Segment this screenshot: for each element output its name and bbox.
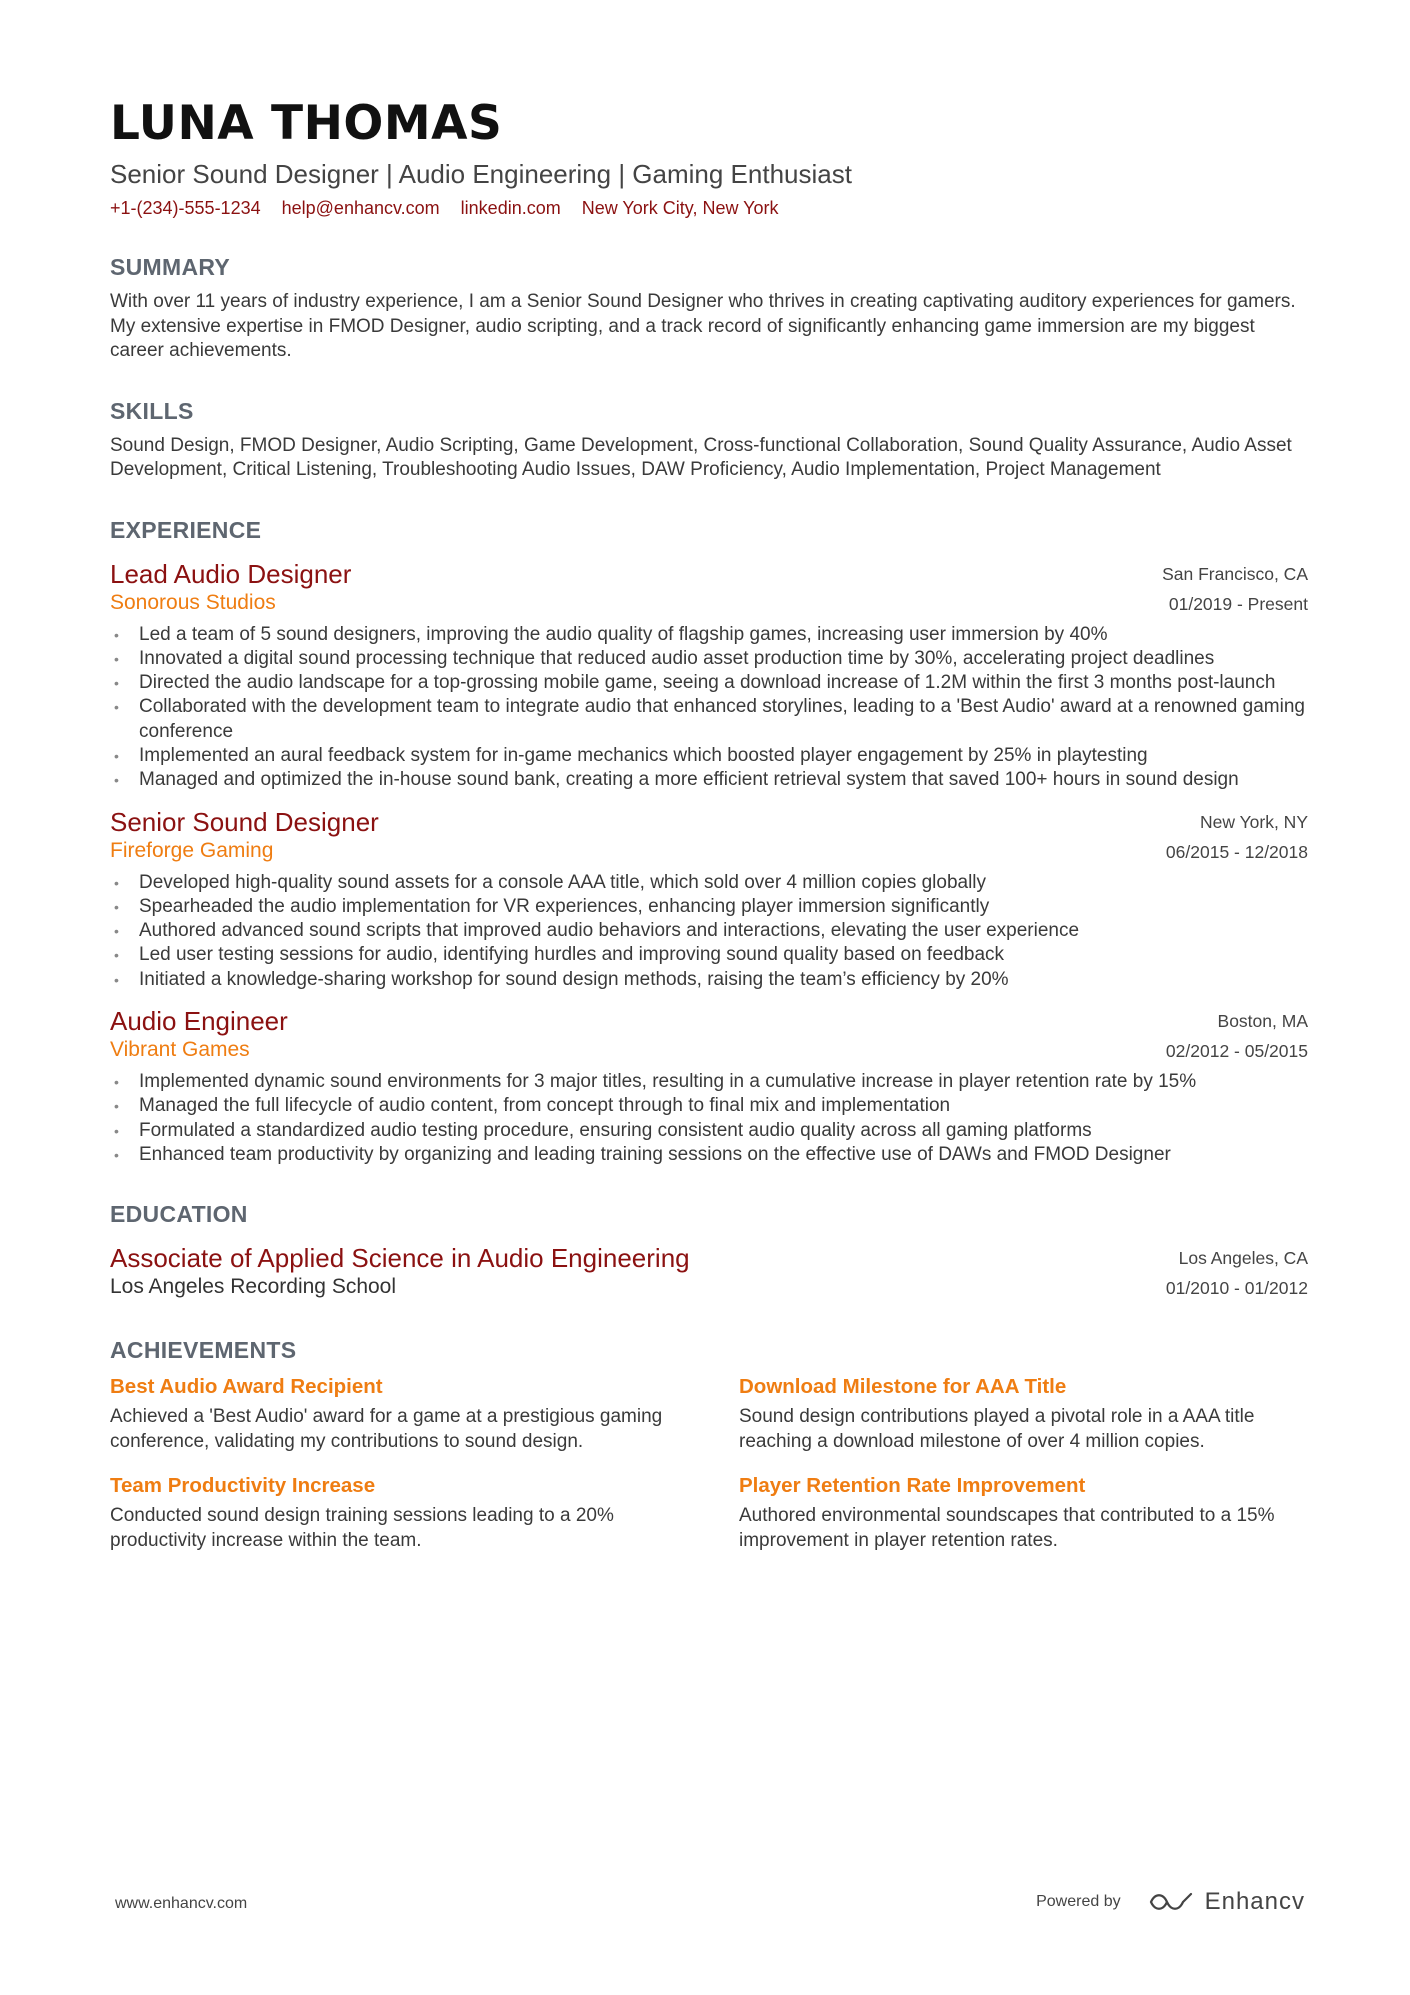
achievement-title: Download Milestone for AAA Title: [739, 1375, 1067, 1399]
phone-link[interactable]: +1-(234)-555-1234: [110, 198, 261, 218]
bullet-list: [110, 1070, 1308, 1167]
job-dates: 01/2019 - Present: [1168, 593, 1308, 614]
summary-text: With over 11 years of industry experience, I am a Senior Sound Designer who thrives in creating captivating auditory experiences for gamers. My extensive expertise in FMOD Designer, audio scripting, and a track record of significantly enhancing game immersion are my biggest career achievements.: [110, 291, 1296, 361]
achievement-text: Conducted sound design training sessions leading to a 20% productivity increase within the team.: [110, 1505, 614, 1551]
list-item: • Developed high-quality sound assets for a console AAA title, which sold over 4 million copies globally: [110, 871, 1308, 895]
footer-website-link[interactable]: www.enhancv.com: [115, 1895, 248, 1912]
degree-title: Associate of Applied Science in Audio Engineering: [110, 1243, 690, 1274]
section-title: SKILLS: [110, 397, 194, 424]
list-item: • Spearheaded the audio implementation for VR experiences, enhancing player immersion significantly: [110, 895, 1308, 919]
enhancv-logo-icon: [1147, 1889, 1195, 1915]
job-title: Audio Engineer: [110, 1006, 288, 1037]
list-item: • Managed the full lifecycle of audio content, from concept through to final mix and implementation: [110, 1094, 1308, 1118]
bullet-list: [110, 871, 1308, 992]
job-location: San Francisco, CA: [1162, 563, 1308, 584]
achievement-item: [739, 1472, 1308, 1553]
experience-entry: [110, 807, 1308, 992]
skills-section: [110, 396, 1308, 483]
candidate-name: LUNA THOMAS: [110, 96, 503, 151]
location-text: New York City, New York: [581, 198, 779, 218]
section-title: ACHIEVEMENTS: [110, 1337, 297, 1364]
job-location: Boston, MA: [1217, 1011, 1308, 1032]
job-title: Senior Sound Designer: [110, 806, 379, 837]
footer-branding[interactable]: [1036, 1888, 1305, 1916]
section-title: SUMMARY: [110, 254, 231, 280]
achievement-item: [110, 1373, 679, 1454]
achievement-title: Player Retention Rate Improvement: [739, 1474, 1086, 1498]
resume-page: [110, 96, 1308, 1553]
company-name: Fireforge Gaming: [110, 838, 274, 862]
section-title: EXPERIENCE: [110, 516, 262, 543]
job-dates: 06/2015 - 12/2018: [1165, 841, 1308, 862]
education-section: [110, 1199, 1308, 1303]
achievement-text: Authored environmental soundscapes that contributed to a 15% improvement in player retention rates.: [739, 1505, 1275, 1551]
achievement-title: Team Productivity Increase: [110, 1474, 376, 1498]
brand-name: Enhancv: [1204, 1888, 1305, 1915]
company-name: Vibrant Games: [110, 1038, 250, 1062]
list-item: • Enhanced team productivity by organizing and leading training sessions on the effective use of DAWs and FMOD Designer: [110, 1143, 1308, 1167]
achievements-section: [110, 1335, 1308, 1553]
school-name: Los Angeles Recording School: [110, 1275, 397, 1299]
education-entry: [110, 1243, 1308, 1303]
education-dates: 01/2010 - 01/2012: [1165, 1278, 1308, 1299]
list-item: • Formulated a standardized audio testing procedure, ensuring consistent audio quality across all gaming platforms: [110, 1119, 1308, 1143]
achievement-text: Sound design contributions played a pivotal role in a AAA title reaching a download milestone of over 4 million copies.: [739, 1406, 1255, 1452]
list-item: • Led a team of 5 sound designers, improving the audio quality of flagship games, increasing user immersion by 40%: [110, 623, 1308, 647]
list-item: • Implemented an aural feedback system for in-game mechanics which boosted player engagement by 25% in playtesting: [110, 744, 1308, 768]
list-item: • Initiated a knowledge-sharing workshop for sound design methods, raising the team’s efficiency by 20%: [110, 968, 1308, 992]
list-item: • Implemented dynamic sound environments for 3 major titles, resulting in a cumulative increase in player retention rate by 15%: [110, 1070, 1308, 1094]
job-title: Lead Audio Designer: [110, 558, 352, 589]
experience-entry: [110, 1006, 1308, 1167]
list-item: • Managed and optimized the in-house sound bank, creating a more efficient retrieval system that saved 100+ hours in sound design: [110, 768, 1308, 792]
achievement-title: Best Audio Award Recipient: [110, 1375, 383, 1399]
header: [110, 96, 1308, 220]
experience-entry: [110, 559, 1308, 793]
list-item: • Authored advanced sound scripts that improved audio behaviors and interactions, elevating the user experience: [110, 919, 1308, 943]
bullet-list: [110, 623, 1308, 793]
achievement-text: Achieved a 'Best Audio' award for a game at a prestigious gaming conference, validating my contributions to sound design.: [110, 1406, 663, 1452]
email-link[interactable]: help@enhancv.com: [281, 198, 440, 218]
summary-section: [110, 252, 1308, 364]
linkedin-link[interactable]: linkedin.com: [460, 198, 561, 218]
job-dates: 02/2012 - 05/2015: [1165, 1041, 1308, 1062]
powered-by-text: Powered by: [1036, 1893, 1121, 1910]
achievement-item: [110, 1472, 679, 1553]
achievement-item: [739, 1373, 1308, 1454]
contact-line: [110, 196, 1308, 220]
school-location: Los Angeles, CA: [1178, 1248, 1308, 1269]
list-item: • Collaborated with the development team to integrate audio that enhanced storylines, leading to a 'Best Audio' award at a renowned gaming conference: [110, 695, 1308, 744]
section-title: EDUCATION: [110, 1201, 248, 1228]
achievements-grid: [110, 1373, 1308, 1553]
experience-section: [110, 515, 1308, 1168]
skills-text: Sound Design, FMOD Designer, Audio Scripting, Game Development, Cross-functional Collaboration, Sound Quality Assurance, Audio Asset Development, Critical Listening, Troubleshooting Audio Issues, DAW Proficiency, Audio Implementation, Project Management: [110, 434, 1292, 480]
company-name: Sonorous Studios: [110, 590, 276, 614]
job-location: New York, NY: [1200, 811, 1308, 832]
list-item: • Innovated a digital sound processing technique that reduced audio asset production time by 30%, accelerating project deadlines: [110, 647, 1308, 671]
list-item: • Directed the audio landscape for a top-grossing mobile game, seeing a download increase of 1.2M within the first 3 months post-launch: [110, 671, 1308, 695]
candidate-subtitle: Senior Sound Designer | Audio Engineering | Gaming Enthusiast: [110, 159, 852, 189]
list-item: • Led user testing sessions for audio, identifying hurdles and improving sound quality based on feedback: [110, 943, 1308, 967]
